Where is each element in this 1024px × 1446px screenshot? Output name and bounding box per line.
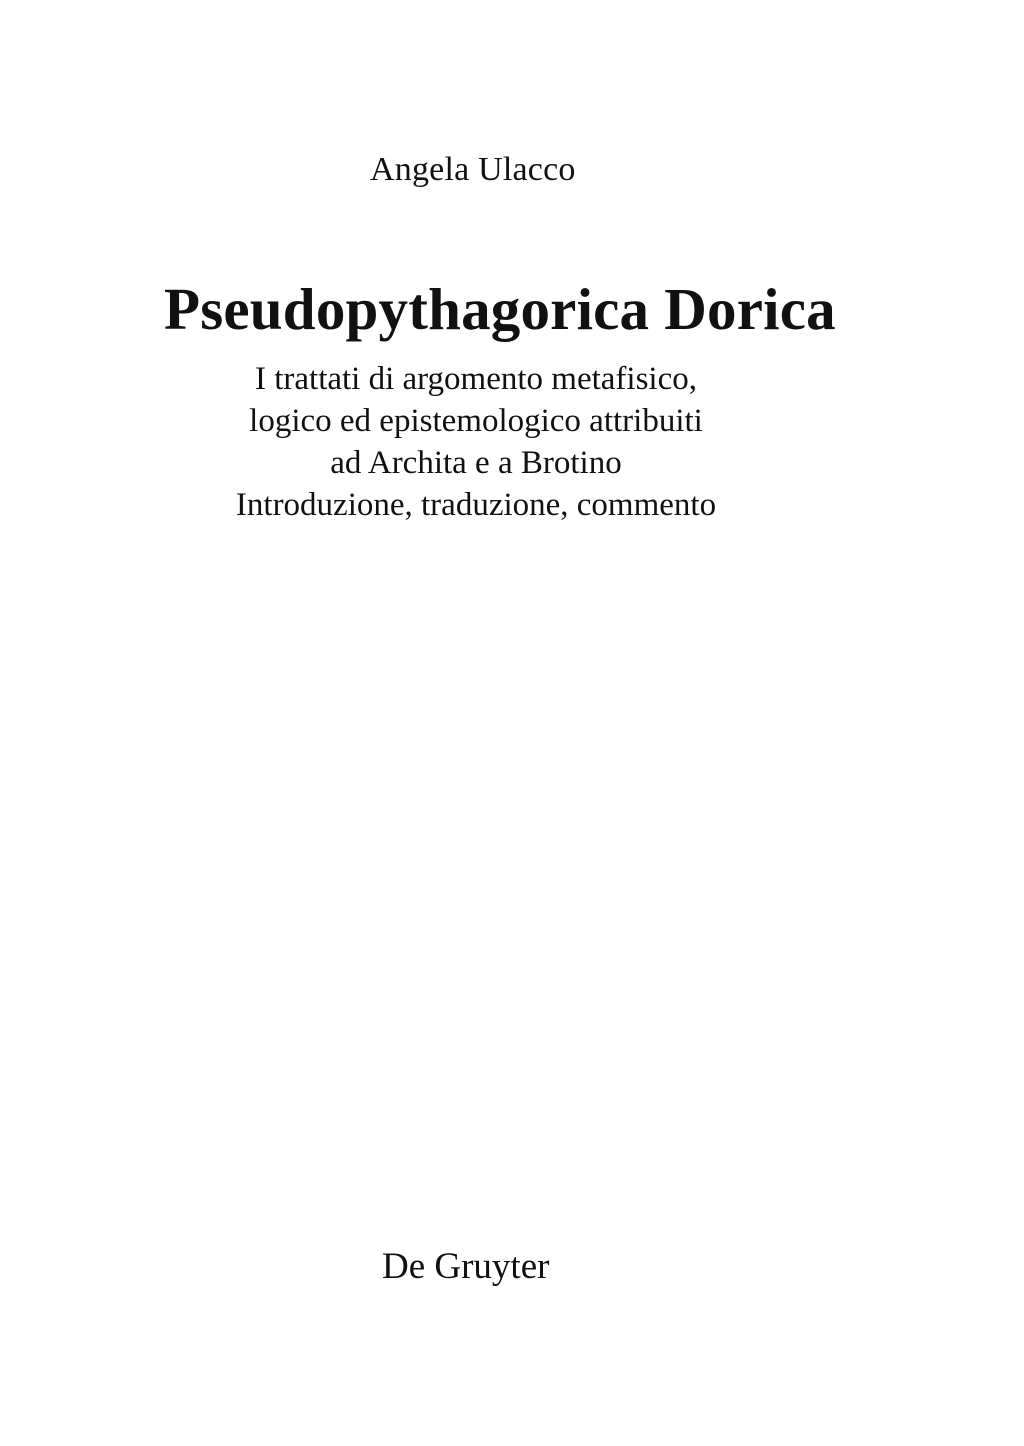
book-title: Pseudopythagorica Dorica [164,275,836,342]
book-subtitle [150,358,802,526]
publisher-name: De Gruyter [382,1246,550,1287]
subtitle-line-1: I trattati di argomento metafisico, [254,361,697,397]
author-name: Angela Ulacco [370,151,576,188]
subtitle-line-4: Introduzione, traduzione, commento [235,487,717,523]
subtitle-line-3: ad Archita e a Brotino [330,445,622,481]
subtitle-line-2: logico ed epistemologico attribuiti [249,403,703,439]
